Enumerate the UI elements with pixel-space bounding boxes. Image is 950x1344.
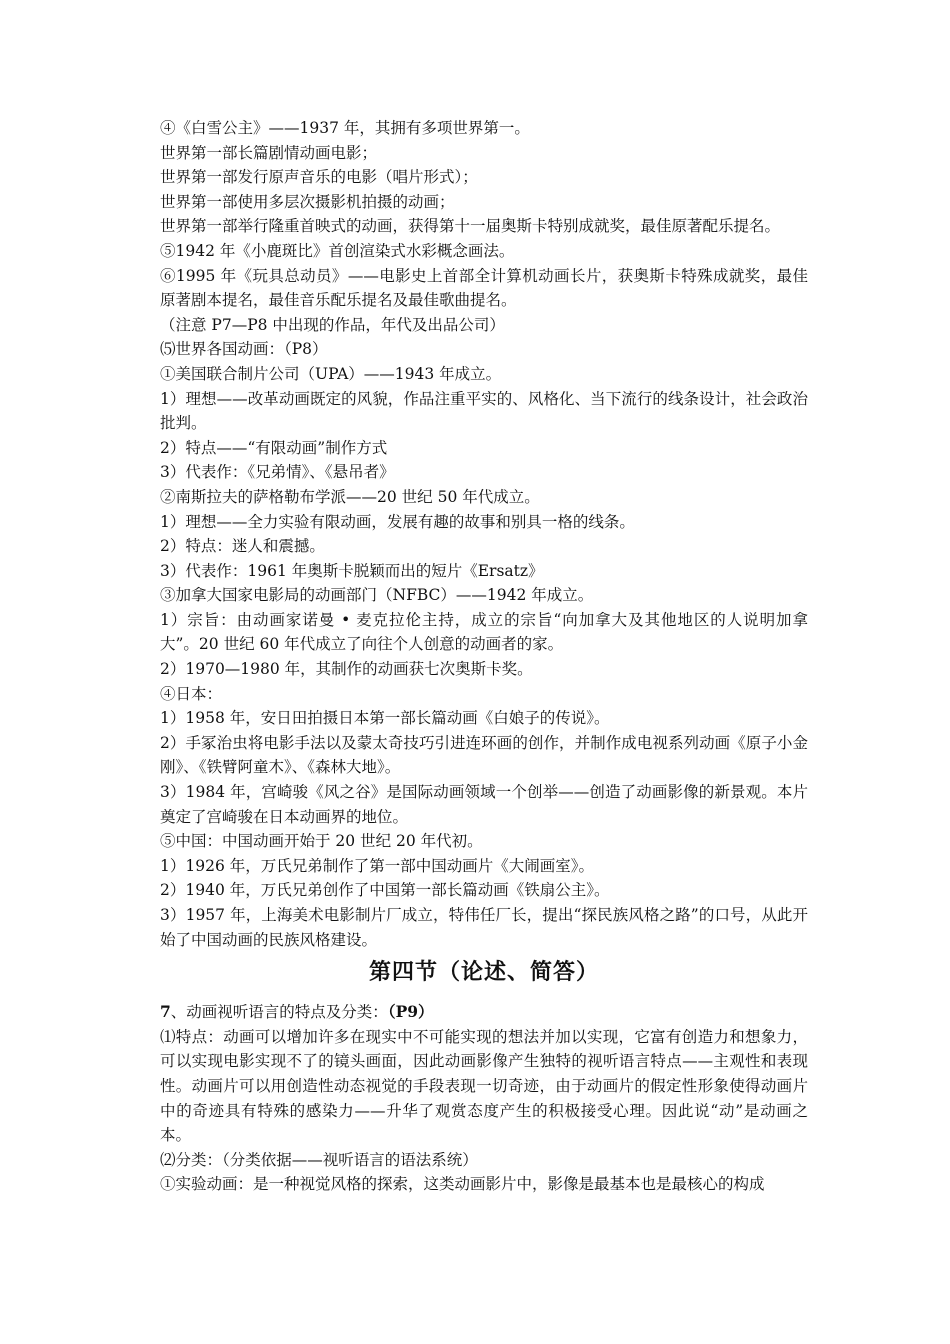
text-line: ④《白雪公主》——1937 年，其拥有多项世界第一。 xyxy=(160,119,530,137)
document-body xyxy=(160,116,808,1197)
text-line: ④日本： xyxy=(160,684,223,703)
page-reference: （P9） xyxy=(387,1002,434,1022)
text-line: 1）1926 年，万氏兄弟制作了第一部中国动画片《大闹画室》。 xyxy=(160,856,594,875)
text-line: 2）特点：迷人和震撼。 xyxy=(160,537,325,556)
text-line: ②南斯拉夫的萨格勒布学派——20 世纪 50 年代成立。 xyxy=(160,487,540,506)
text-paragraph: 2）手冢治虫将电影手法以及蒙太奇技巧引进连环画的创作，并制作成电视系列动画《原子小金刚》、《铁臂阿童木》、《森林大地》。 xyxy=(160,733,808,777)
text-line: 世界第一部举行隆重首映式的动画，获得第十一届奥斯卡特别成就奖，最佳原著配乐提名。 xyxy=(160,217,781,236)
text-line: 2）特点——“有限动画”制作方式 xyxy=(160,438,388,457)
text-paragraph: 1）理想——改革动画既定的风貌，作品注重平实的、风格化、当下流行的线条设计，社会政治批判。 xyxy=(160,389,808,433)
text-line: ①实验动画：是一种视觉风格的探索，这类动画影片中，影像是最基本也是最核心的构成 xyxy=(160,1175,765,1194)
text-paragraph: ⑥1995 年《玩具总动员》——电影史上首部全计算机动画长片，获奥斯卡特殊成就奖，最佳原著剧本提名，最佳音乐配乐提名及最佳歌曲提名。 xyxy=(160,266,808,310)
question-title: 、动画视听语言的特点及分类： xyxy=(170,1003,388,1022)
section-heading: 第四节（论述、简答） xyxy=(368,959,599,986)
question-number: 7 xyxy=(160,1002,171,1022)
text-paragraph: 3）1984 年，宫崎骏《风之谷》是国际动画领域一个创举——创造了动画影像的新景观。本片奠定了宫崎骏在日本动画界的地位。 xyxy=(160,783,808,826)
text-line: ⑤1942 年《小鹿斑比》首创渲染式水彩概念画法。 xyxy=(160,241,515,260)
text-line: 世界第一部长篇剧情动画电影； xyxy=(160,143,378,162)
text-paragraph: 1）宗旨：由动画家诺曼 • 麦克拉伦主持，成立的宗旨“向加拿大及其他地区的人说明加拿大”。20 世纪 60 年代成立了向往个人创意的动画者的家。 xyxy=(160,610,808,654)
text-line: 2）1970—1980 年，其制作的动画获七次奥斯卡奖。 xyxy=(160,660,533,679)
text-line: 3）代表作：1961 年奥斯卡脱颖而出的短片《Ersatz》 xyxy=(160,561,544,580)
text-paragraph: ⑴特点：动画可以增加许多在现实中不可能实现的想法并加以实现，它富有创造力和想象力，可以实现电影实现不了的镜头画面，因此动画影像产生独特的视听语言特点——主观性和表现性。动画片可以用创造性动态视觉的手段表现一切奇迹，由于动画片的假定性形象使得动画片中的奇迹具有特殊的感染力——升华了观赏态度产生的积极接受心理。因此说“动”是动画之本。 xyxy=(160,1027,808,1145)
question-heading xyxy=(160,1000,808,1025)
text-line: ③加拿大国家电影局的动画部门（NFBC）——1942 年成立。 xyxy=(160,586,594,605)
text-line: 1）理想——全力实验有限动画，发展有趣的故事和别具一格的线条。 xyxy=(160,512,635,531)
text-line: 1）1958 年，安日田拍摄日本第一部长篇动画《白娘子的传说》。 xyxy=(160,709,610,728)
text-line: ①美国联合制片公司（UPA）——1943 年成立。 xyxy=(160,364,502,383)
text-paragraph: 3）1957 年，上海美术电影制片厂成立，特伟任厂长，提出“探民族风格之路”的口号，从此开始了中国动画的民族风格建设。 xyxy=(160,906,808,949)
text-line: 世界第一部使用多层次摄影机拍摄的动画； xyxy=(160,192,455,211)
text-line: （注意 P7—P8 中出现的作品，年代及出品公司） xyxy=(160,315,505,334)
text-line: 世界第一部发行原声音乐的电影（唱片形式）； xyxy=(160,168,478,187)
text-line: ⑤中国：中国动画开始于 20 世纪 20 年代初。 xyxy=(160,832,483,851)
text-line: 3）代表作：《兄弟情》、《悬吊者》 xyxy=(160,463,395,482)
text-line: ⑵分类：（分类依据——视听语言的语法系统） xyxy=(160,1150,478,1169)
text-line: 2）1940 年，万氏兄弟创作了中国第一部长篇动画《铁扇公主》。 xyxy=(160,881,610,900)
text-line: ⑸世界各国动画：（P8） xyxy=(160,340,328,359)
